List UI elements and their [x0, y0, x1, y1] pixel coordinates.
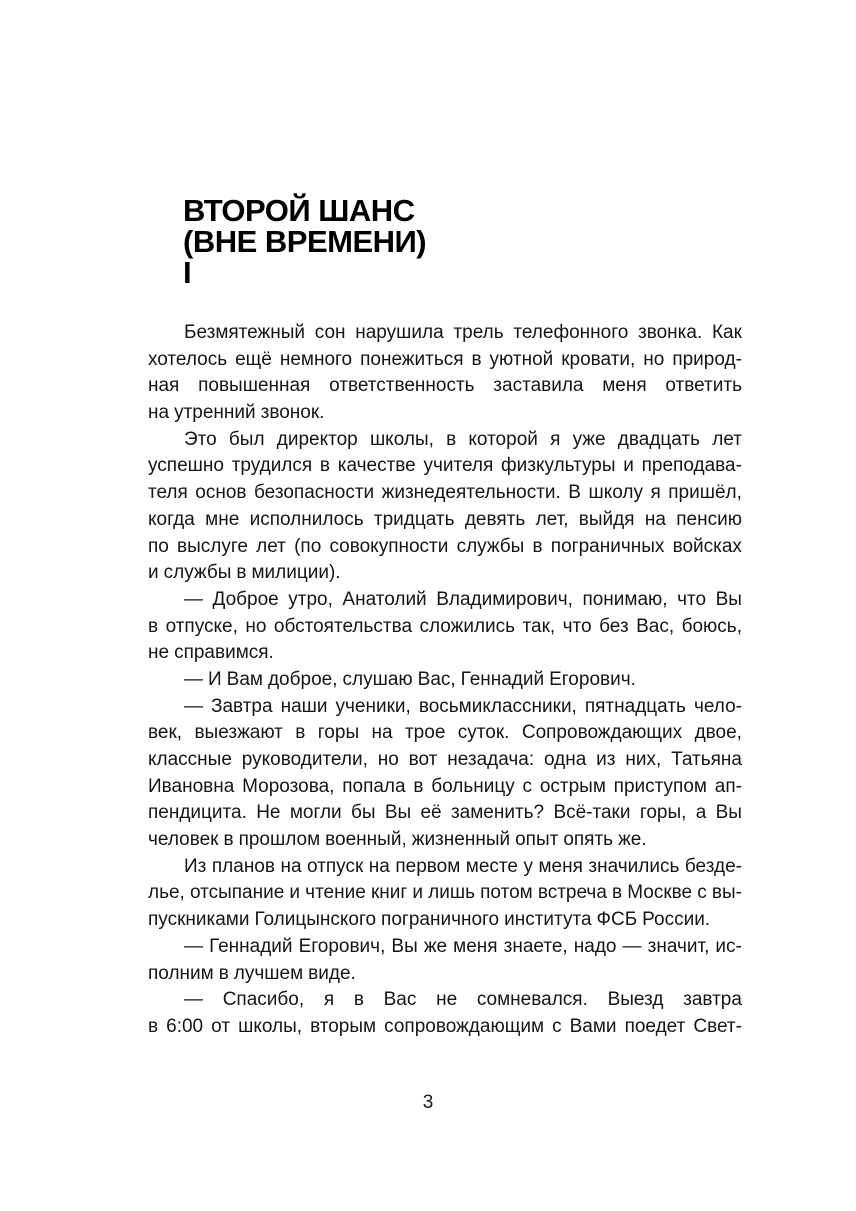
text-line: и службы в милиции).: [148, 562, 341, 584]
text-line: лье, отсыпание и чтение книг и лишь потом встреча в Москве с вы-: [148, 882, 742, 904]
text-line: не справимся.: [148, 642, 274, 664]
text-line: — Завтра наши ученики, восьмиклассники, пятнадцать чело-: [184, 695, 742, 717]
text-line: в отпуске, но обстоятельства сложились так, что без Вас, боюсь,: [148, 615, 742, 637]
text-line: пендицита. Не могли бы Вы её заменить? Всё-таки горы, а Вы: [148, 802, 742, 824]
chapter-heading: [183, 195, 743, 288]
text-line: ная повышенная ответственность заставила меня ответить: [148, 375, 742, 397]
page-number: 3: [422, 1092, 434, 1113]
text-line: человек в прошлом военный, жизненный опыт опять же.: [148, 829, 647, 851]
text-line: полним в лучшем виде.: [148, 962, 356, 984]
text-line: Безмятежный сон нарушила трель телефонного звонка. Как: [184, 322, 742, 343]
text-line: Из планов на отпуск на первом месте у меня значились безде-: [184, 855, 742, 877]
text-line: в 6:00 от школы, вторым сопровождающим с Вами поедет Свет-: [148, 1015, 742, 1037]
text-line: хотелось ещё немного понежиться в уютной кровати, но природ-: [148, 348, 742, 370]
text-line: успешно трудился в качестве учителя физкультуры и преподава-: [148, 455, 742, 477]
text-line: когда мне исполнилось тридцать девять лет, выйдя на пенсию: [148, 508, 742, 530]
text-line: — Доброе утро, Анатолий Владимирович, понимаю, что Вы: [184, 588, 742, 610]
body-text: [148, 320, 742, 1041]
text-line: классные руководители, но вот незадача: одна из них, Татьяна: [148, 749, 742, 770]
text-line: теля основ безопасности жизнедеятельности. В школу я пришёл,: [148, 482, 742, 504]
text-line: век, выезжают в горы на трое суток. Сопровождающих двое,: [148, 722, 742, 744]
text-line: — Геннадий Егорович, Вы же меня знаете, надо — значит, ис-: [184, 935, 742, 957]
text-line: Это был директор школы, в которой я уже двадцать лет: [184, 428, 742, 450]
text-line: пускниками Голицынского пограничного института ФСБ России.: [148, 909, 711, 931]
text-line: на утренний звонок.: [148, 402, 325, 424]
chapter-number: I: [183, 255, 192, 290]
text-line: — И Вам доброе, слушаю Вас, Геннадий Егорович.: [184, 668, 636, 690]
chapter-title-line-2: (ВНЕ ВРЕМЕНИ): [183, 224, 427, 259]
text-line: — Спасибо, я в Вас не сомневался. Выезд завтра: [184, 989, 742, 1011]
chapter-title-line-1: ВТОРОЙ ШАНС: [183, 193, 415, 228]
text-line: по выслуге лет (по совокупности службы в пограничных войсках: [148, 535, 742, 557]
text-line: Ивановна Морозова, попала в больницу с острым приступом ап-: [148, 775, 742, 797]
